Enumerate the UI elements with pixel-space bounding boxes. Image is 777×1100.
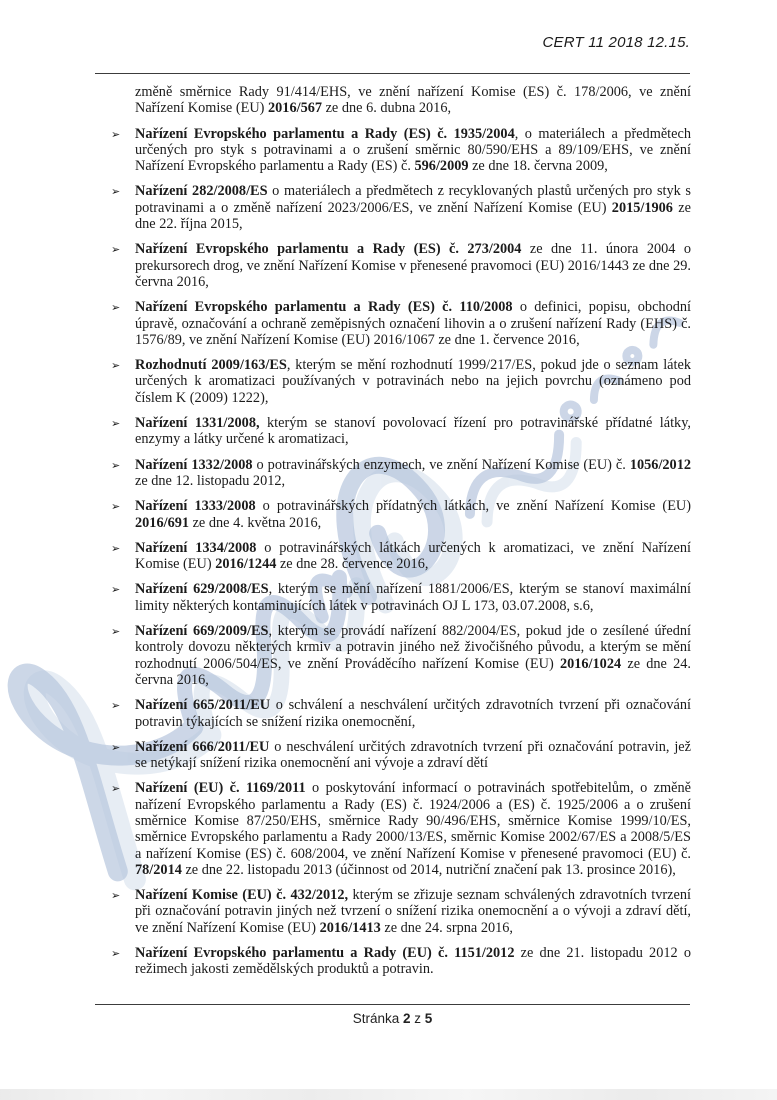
scan-edge-artifact xyxy=(0,1089,777,1100)
text-run: Nařízení 1332/2008 xyxy=(135,456,253,473)
header-rule xyxy=(95,73,690,74)
text-run: , kterým se mění nařízení 1881/2006/ES, kterým se stanoví maximální limity některých kontaminujících látek v potravinách OJ L 173, 03.07.2008, s.6, xyxy=(135,581,692,614)
list-item xyxy=(111,357,691,406)
text-run: změně směrnice Rady 91/414/EHS, ve znění nařízení Komise (ES) č. 178/2006, ve znění Nařízení Komise (EU) xyxy=(135,84,691,117)
text-run: ze dne 21. listopadu 2012 o režimech jakosti zemědělských produktů a potravin. xyxy=(135,945,691,978)
text-run: Nařízení 1331/2008, xyxy=(135,415,260,432)
text-run: o materiálech a předmětech z recyklovaných plastů určených pro styk s potravinami a o změně nařízení 2023/2006/ES, ve znění Nařízení Komise (EU) xyxy=(135,183,691,216)
page-current: 2 xyxy=(402,1011,411,1026)
text-run: 2016/1413 xyxy=(319,919,381,936)
text-run: ze dne 24. srpna 2016, xyxy=(380,919,513,936)
text-run: ze dne 6. dubna 2016, xyxy=(322,100,452,117)
arrow-bullet-icon: ➢ xyxy=(111,583,121,597)
text-run: o potravinářských přídatných látkách, ve znění Nařízení Komise (EU) xyxy=(255,498,692,515)
arrow-bullet-icon: ➢ xyxy=(111,359,121,373)
text-run: ze dne 28. července 2016, xyxy=(276,556,429,573)
text-run: Nařízení Komise (EU) č. 432/2012, xyxy=(135,887,349,904)
arrow-bullet-icon: ➢ xyxy=(111,699,121,713)
list-item xyxy=(111,415,691,448)
list-item xyxy=(111,780,691,878)
text-run: 2016/1024 xyxy=(559,655,622,672)
list-item xyxy=(111,183,692,233)
list-item xyxy=(111,299,691,348)
list-item xyxy=(111,697,691,730)
text-run: Nařízení 669/2009/ES xyxy=(135,623,269,640)
arrow-bullet-icon: ➢ xyxy=(111,740,121,754)
list-item xyxy=(111,887,691,936)
text-run: o definici, popisu, obchodní úpravě, označování a ochraně zeměpisných označení lihovin a o zrušení nařízení Rady (EHS) č. 1576/89, ve znění Nařízení Komise (EU) 2016/1067 ze dne 1. července 2016, xyxy=(135,299,691,348)
arrow-bullet-icon: ➢ xyxy=(111,889,121,903)
text-run: 2015/1906 xyxy=(611,199,673,216)
list-item xyxy=(111,581,692,614)
arrow-bullet-icon: ➢ xyxy=(111,947,121,961)
list-item xyxy=(111,738,691,772)
text-run: ze dne 18. června 2009, xyxy=(468,158,608,175)
text-run: ze dne 24. června 2016, xyxy=(135,655,691,688)
page-separator: z xyxy=(414,1011,422,1026)
text-run: ze dne 12. listopadu 2012, xyxy=(135,472,286,489)
text-run: 596/2009 xyxy=(414,158,469,175)
text-run: Nařízení 666/2011/EU xyxy=(135,738,270,755)
text-run: 2016/1244 xyxy=(215,556,277,573)
text-run: Nařízení Evropského parlamentu a Rady (ES) č. 1935/2004 xyxy=(135,125,515,142)
document-code: CERT 11 2018 12.15. xyxy=(542,34,690,51)
page-label: Stránka xyxy=(352,1011,400,1026)
list-item xyxy=(111,498,692,531)
arrow-bullet-icon: ➢ xyxy=(111,782,121,796)
arrow-bullet-icon: ➢ xyxy=(111,541,121,555)
list-item xyxy=(111,539,691,573)
text-run: 2016/691 xyxy=(135,514,190,531)
text-run: Nařízení Evropského parlamentu a Rady (ES) č. 110/2008 xyxy=(135,299,513,316)
text-run: 2016/567 xyxy=(268,100,323,117)
text-run: kterým se stanoví povolovací řízení pro potravinářské přídatné látky, enzymy a látky určené k aromatizaci, xyxy=(135,415,691,448)
list-item xyxy=(111,623,691,688)
text-run: Nařízení (EU) č. 1169/2011 xyxy=(135,780,306,797)
text-run: o potravinářských látkách určených k aromatizaci, ve znění Nařízení Komise (EU) xyxy=(135,539,691,573)
arrow-bullet-icon: ➢ xyxy=(111,500,121,514)
text-run: 78/2014 xyxy=(135,861,182,878)
list-item xyxy=(111,241,691,290)
arrow-bullet-icon: ➢ xyxy=(111,417,121,431)
page-total: 5 xyxy=(424,1011,433,1026)
text-run: Nařízení Evropského parlamentu a Rady (ES) č. 273/2004 xyxy=(135,241,522,258)
list-item xyxy=(111,125,691,175)
text-run: , kterým se provádí nařízení 882/2004/ES, pokud jde o zesílené úřední kontroly dovozu některých krmiv a potravin jiného než živočišného původu, a kterým se mění rozhodnutí 2006/504/ES, ve znění Prováděcího nařízení Komise (EU) xyxy=(135,623,691,672)
arrow-bullet-icon: ➢ xyxy=(111,243,121,257)
arrow-bullet-icon: ➢ xyxy=(111,625,121,639)
footer-rule xyxy=(95,1004,690,1005)
text-run: Nařízení 665/2011/EU xyxy=(135,697,271,714)
text-run: Rozhodnutí 2009/163/ES xyxy=(135,357,287,374)
arrow-bullet-icon: ➢ xyxy=(111,185,121,199)
arrow-bullet-icon: ➢ xyxy=(111,458,121,472)
text-run: ze dne 22. listopadu 2013 (účinnost od 2014, nutriční značení pak 13. prosince 2016), xyxy=(181,861,676,878)
arrow-bullet-icon: ➢ xyxy=(111,301,121,315)
list-item xyxy=(111,945,691,978)
text-run: Nařízení Evropského parlamentu a Rady (EU) č. 1151/2012 xyxy=(135,945,515,962)
list-item xyxy=(111,456,692,490)
text-run: o poskytování informací o potravinách spotřebitelům, o změně nařízení Evropského parlamentu a Rady (ES) č. 1924/2006 a (ES) č. 1925/2006 a o zrušení směrnice Komise 87/250/EHS, směrnice Rady 90/496/EHS, směrnice Komise 1999/10/ES, směrnice Evropského parlamentu a Rady 2000/13/ES, směrnic Komise 2002/67/ES a 2008/5/ES a nařízení Komise (ES) č. 608/2004, ve znění Nařízení Komise v přenesené pravomoci (EU) č. xyxy=(135,780,691,862)
text-run: o schválení a neschválení určitých zdravotních tvrzení při označování potravin týkajících se snížení rizika onemocnění, xyxy=(135,697,691,730)
intro-paragraph xyxy=(135,84,691,117)
text-run: kterým se zřizuje seznam schválených zdravotních tvrzení při označování potravin jiných než tvrzení o snížení rizika onemocnění a o vývoji a zdraví dětí, ve znění Nařízení Komise (EU) xyxy=(135,887,691,936)
text-run: o potravinářských enzymech, ve znění Nařízení Komise (EU) č. xyxy=(252,456,630,473)
arrow-bullet-icon: ➢ xyxy=(111,127,121,141)
text-run: Nařízení 1333/2008 xyxy=(135,498,256,515)
text-run: ze dne 22. října 2015, xyxy=(135,199,692,233)
regulation-list xyxy=(111,125,692,978)
text-run: , o materiálech a předmětech určených pro styk s potravinami a o zrušení směrnic 80/590/EHS a 89/109/EHS, ve znění Nařízení Evropského parlamentu a Rady (ES) č. xyxy=(135,125,691,175)
text-run: , kterým se mění rozhodnutí 1999/217/ES, pokud jde o seznam látek určených k aromatizaci používaných v potravinách nebo na jejich povrchu (oznámeno pod číslem K (2009) 1222), xyxy=(135,357,691,406)
text-run: Nařízení 282/2008/ES xyxy=(135,183,268,200)
text-run: ze dne 11. února 2004 o prekursorech drog, ve znění Nařízení Komise v přenesené pravomoci (EU) 2016/1443 ze dne 29. června 2016, xyxy=(135,241,691,290)
text-run: ze dne 4. května 2016, xyxy=(189,514,322,531)
page-number xyxy=(95,1011,690,1026)
text-run: 1056/2012 xyxy=(629,456,692,473)
text-run: o neschválení určitých zdravotních tvrzení při označování potravin, jež se netýkají snížení rizika onemocnění ani vývoje a zdraví dětí xyxy=(135,738,691,772)
text-run: Nařízení 629/2008/ES xyxy=(135,581,269,598)
document-body xyxy=(111,84,692,978)
text-run: Nařízení 1334/2008 xyxy=(135,539,257,556)
